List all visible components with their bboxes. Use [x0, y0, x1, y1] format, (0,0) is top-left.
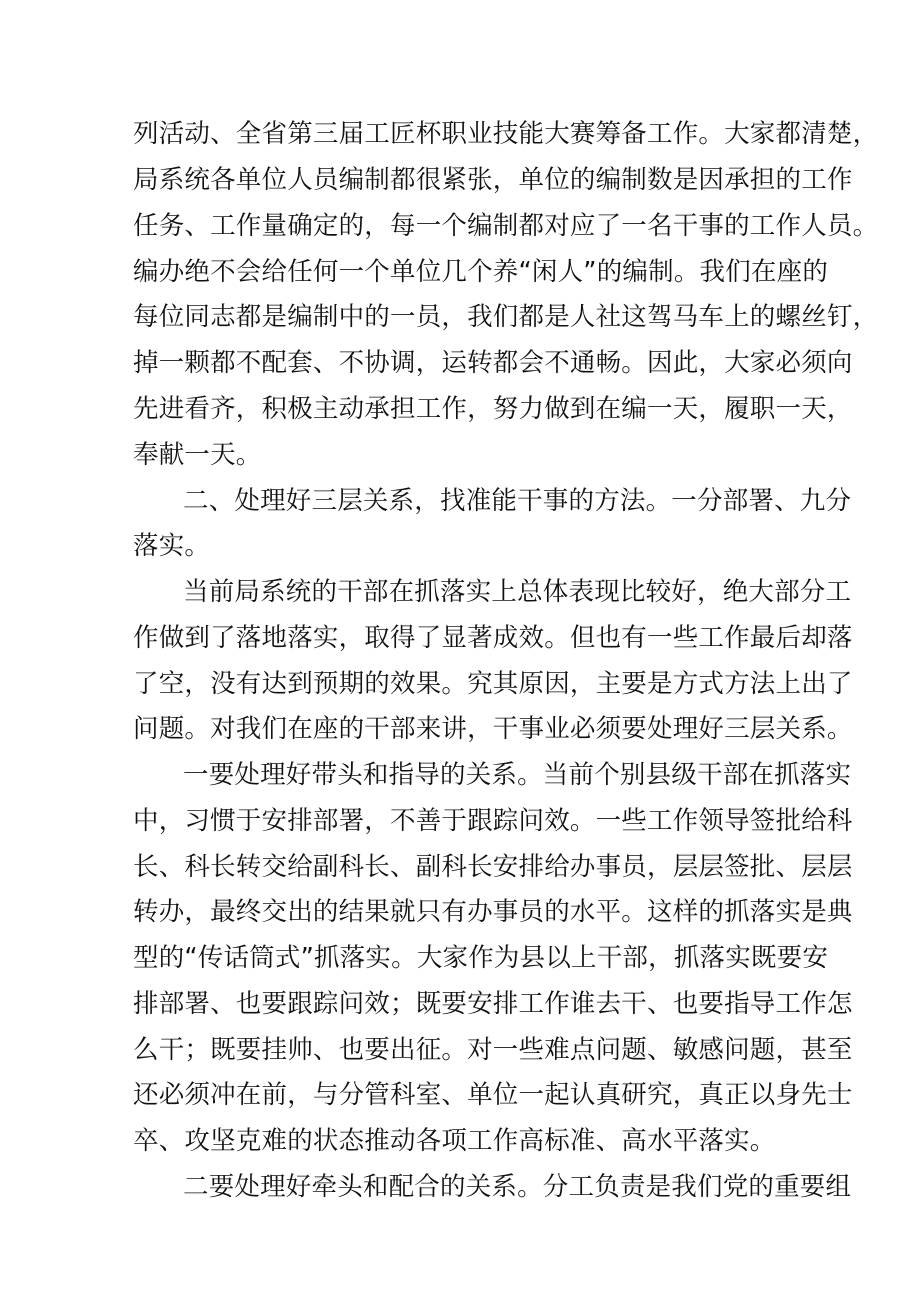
text-line-1: 列活动、全省第三届工匠杯职业技能大赛筹备工作。大家都清楚， — [133, 119, 879, 149]
text-line-14: 问题。对我们在座的干部来讲，干事业必须要处理好三层关系。 — [133, 714, 853, 744]
text-line-20: 排部署、也要跟踪问效；既要安排工作谁去干、也要指导工作怎 — [133, 989, 853, 1019]
text-line-17: 长、科长转交给副科长、副科长安排给办事员，层层签批、层层 — [133, 852, 853, 882]
text-line-12: 作做到了落地落实，取得了显著成效。但也有一些工作最后却落 — [133, 623, 853, 653]
text-line-21: 么干；既要挂帅、也要出征。对一些难点问题、敏感问题，甚至 — [133, 1035, 853, 1065]
paragraph-start: 当前局系统的干部在抓落实上总体表现比较好，绝大部分工 — [183, 577, 852, 607]
text-line-22: 还必须冲在前，与分管科室、单位一起认真研究，真正以身先士 — [133, 1080, 853, 1110]
text-line-13: 了空，没有达到预期的效果。究其原因，主要是方式方法上出了 — [133, 669, 853, 699]
paragraph-start: 二要处理好牵头和配合的关系。分工负责是我们党的重要组 — [183, 1172, 852, 1202]
text-line-19: 型的“传话筒式”抓落实。大家作为县以上干部，抓落实既要安 — [133, 943, 829, 973]
paragraph-start: 一要处理好带头和指导的关系。当前个别县级干部在抓落实 — [183, 760, 852, 790]
text-line-7: 先进看齐，积极主动承担工作，努力做到在编一天，履职一天， — [133, 394, 853, 424]
text-line-8: 奉献一天。 — [133, 440, 262, 470]
text-line-23: 卒、攻坚克难的状态推动各项工作高标准、高水平落实。 — [133, 1126, 776, 1156]
text-line-6: 掉一颗都不配套、不协调，运转都会不通畅。因此，大家必须向 — [133, 348, 853, 378]
text-line-4: 编办绝不会给任何一个单位几个养“闲人”的编制。我们在座的 — [133, 257, 829, 287]
text-line-3: 任务、工作量确定的，每一个编制都对应了一名干事的工作人员。 — [133, 211, 879, 241]
text-line-5: 每位同志都是编制中的一员，我们都是人社这驾马车上的螺丝钉， — [133, 302, 879, 332]
text-line-2: 局系统各单位人员编制都很紧张，单位的编制数是因承担的工作 — [133, 165, 853, 195]
text-line-18: 转办，最终交出的结果就只有办事员的水平。这样的抓落实是典 — [133, 897, 853, 927]
section-heading: 二、处理好三层关系，找准能干事的方法。一分部署、九分 — [183, 486, 852, 516]
text-line-16: 中，习惯于安排部署，不善于跟踪问效。一些工作领导签批给科 — [133, 806, 853, 836]
text-line-10: 落实。 — [133, 531, 211, 561]
